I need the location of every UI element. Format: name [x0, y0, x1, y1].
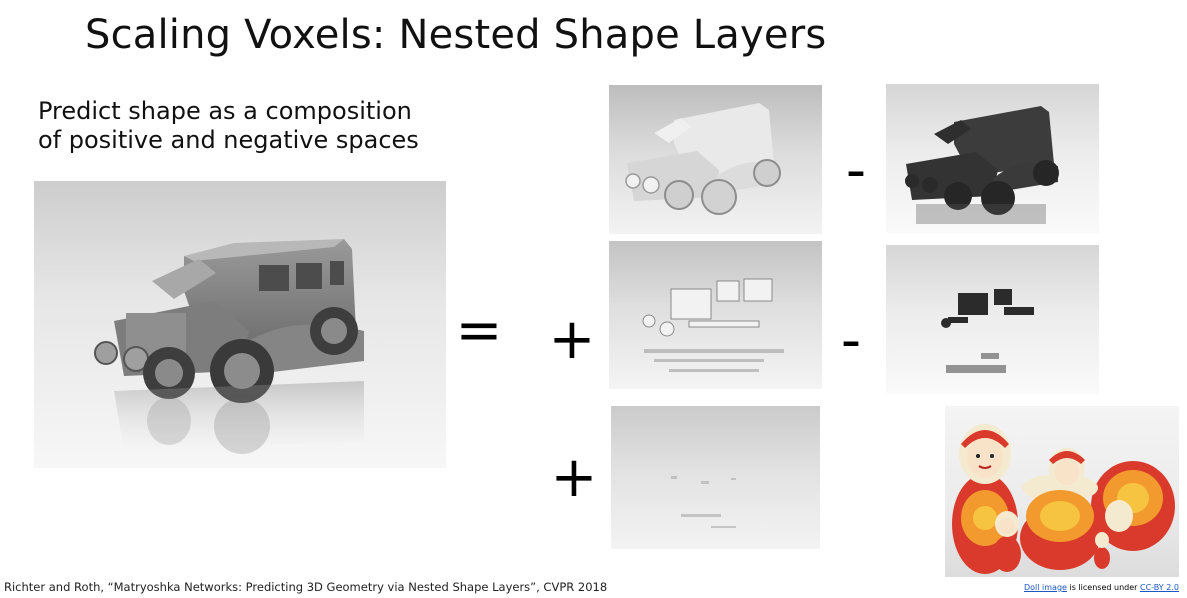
- minus-sign-1: -: [845, 138, 867, 203]
- layer-1-render: [609, 85, 822, 234]
- credit-text: is licensed under: [1069, 583, 1138, 592]
- layer-5-render: [611, 406, 820, 549]
- equals-sign: =: [455, 298, 503, 363]
- layer-3-render: [609, 241, 822, 389]
- license-link[interactable]: CC-BY 2.0: [1139, 583, 1179, 592]
- subtitle-line-1: Predict shape as a composition: [38, 97, 412, 125]
- full-car-render: [34, 181, 446, 468]
- matryoshka-dolls-photo: [945, 406, 1179, 577]
- doll-image-link[interactable]: Doll image: [1024, 583, 1067, 592]
- slide-subtitle: [38, 97, 419, 155]
- layer-4-render: [886, 245, 1099, 394]
- subtitle-line-2: of positive and negative spaces: [38, 126, 419, 154]
- plus-sign-2: +: [550, 445, 598, 510]
- layer-2-render: [886, 84, 1099, 233]
- slide-title: Scaling Voxels: Nested Shape Layers: [85, 12, 827, 58]
- plus-sign-1: +: [548, 307, 596, 372]
- citation-footer: Richter and Roth, “Matryoshka Networks: Predicting 3D Geometry via Nested Shape Layers”, CVPR 2018: [4, 580, 608, 594]
- minus-sign-2: -: [840, 308, 862, 373]
- image-credit: [1024, 583, 1179, 592]
